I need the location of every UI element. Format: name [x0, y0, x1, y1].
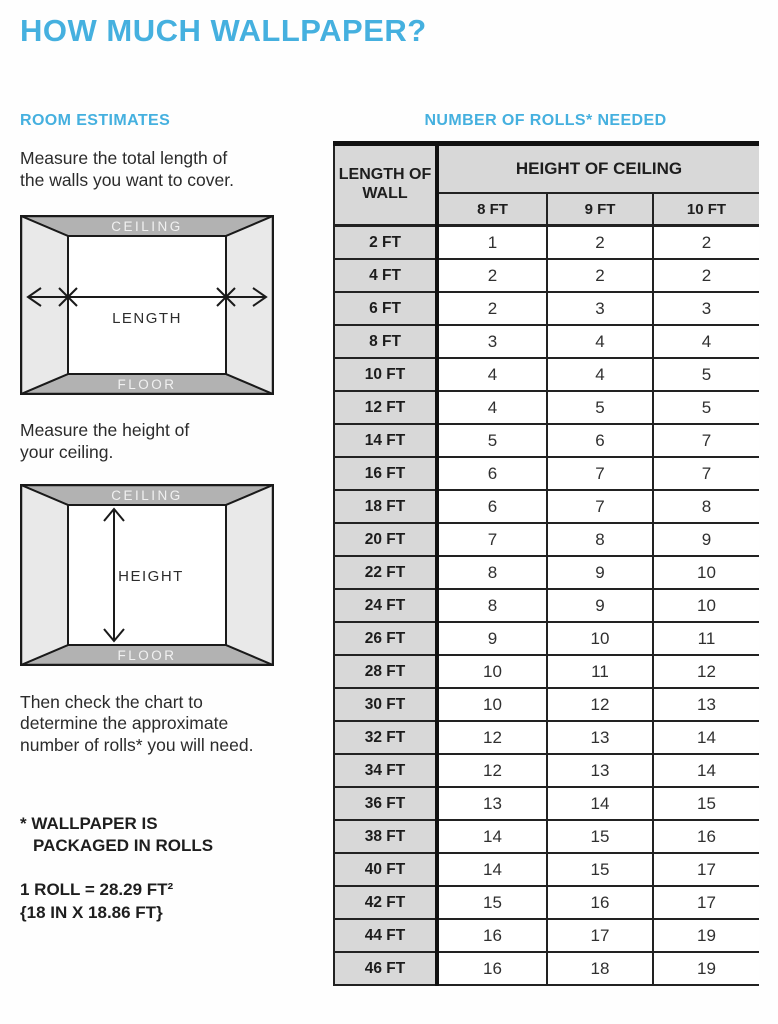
rolls-table [333, 141, 759, 986]
room-height-diagram [20, 484, 274, 666]
height-label: HEIGHT [118, 567, 184, 585]
rolls-count-cell: 8 [437, 556, 547, 589]
ceiling-label: CEILING [111, 487, 183, 503]
rolls-needed-heading: NUMBER OF ROLLS* NEEDED [424, 112, 667, 129]
room-estimates-heading: ROOM ESTIMATES [20, 112, 171, 129]
col-header-10ft: 10 FT [653, 193, 759, 226]
table-row [334, 424, 759, 457]
table-row [334, 655, 759, 688]
floor-label: FLOOR [117, 647, 177, 663]
rolls-count-cell: 2 [653, 259, 759, 292]
table-row [334, 886, 759, 919]
rolls-count-cell: 14 [653, 721, 759, 754]
wall-length-cell: 12 FT [334, 391, 437, 424]
rolls-count-cell: 18 [547, 952, 653, 985]
wall-length-cell: 46 FT [334, 952, 437, 985]
rolls-count-cell: 3 [547, 292, 653, 325]
wall-length-cell: 38 FT [334, 820, 437, 853]
rolls-count-cell: 3 [653, 292, 759, 325]
rolls-count-cell: 8 [547, 523, 653, 556]
rolls-count-cell: 13 [547, 754, 653, 787]
rolls-count-cell: 16 [547, 886, 653, 919]
rolls-count-cell: 10 [437, 688, 547, 721]
rolls-count-cell: 6 [437, 457, 547, 490]
rolls-count-cell: 10 [653, 589, 759, 622]
rolls-count-cell: 14 [437, 853, 547, 886]
table-row [334, 919, 759, 952]
table-row [334, 754, 759, 787]
rolls-count-cell: 4 [653, 325, 759, 358]
table-row [334, 787, 759, 820]
wall-length-cell: 24 FT [334, 589, 437, 622]
rolls-count-cell: 16 [437, 952, 547, 985]
rolls-count-cell: 2 [653, 226, 759, 260]
rolls-count-cell: 13 [547, 721, 653, 754]
table-row [334, 391, 759, 424]
rolls-count-cell: 15 [653, 787, 759, 820]
rolls-count-cell: 7 [437, 523, 547, 556]
rolls-count-cell: 2 [437, 259, 547, 292]
table-row [334, 292, 759, 325]
length-label: LENGTH [112, 310, 182, 328]
table-row [334, 226, 759, 260]
wall-length-cell: 18 FT [334, 490, 437, 523]
rolls-count-cell: 6 [437, 490, 547, 523]
rolls-count-cell: 4 [547, 325, 653, 358]
wall-length-cell: 14 FT [334, 424, 437, 457]
rolls-count-cell: 9 [547, 556, 653, 589]
rolls-count-cell: 4 [547, 358, 653, 391]
rolls-count-cell: 5 [437, 424, 547, 457]
table-row [334, 325, 759, 358]
rolls-count-cell: 7 [547, 457, 653, 490]
rolls-count-cell: 10 [437, 655, 547, 688]
roll-size-info: 1 ROLL = 28.29 FT² {18 IN X 18.86 FT} [20, 880, 174, 922]
rolls-count-cell: 9 [437, 622, 547, 655]
room-estimates-section [0, 112, 313, 986]
instruction-measure-length: Measure the total length of the walls you want to cover. [20, 148, 234, 190]
table-row [334, 259, 759, 292]
rolls-count-cell: 2 [547, 226, 653, 260]
rolls-count-cell: 4 [437, 391, 547, 424]
table-row [334, 556, 759, 589]
wall-length-cell: 30 FT [334, 688, 437, 721]
rolls-count-cell: 7 [653, 424, 759, 457]
rolls-count-cell: 3 [437, 325, 547, 358]
wall-length-cell: 10 FT [334, 358, 437, 391]
rolls-count-cell: 8 [437, 589, 547, 622]
table-row [334, 490, 759, 523]
rolls-count-cell: 15 [437, 886, 547, 919]
rolls-table-body [334, 226, 759, 986]
wall-length-cell: 32 FT [334, 721, 437, 754]
rolls-count-cell: 10 [653, 556, 759, 589]
rolls-count-cell: 12 [437, 721, 547, 754]
rolls-count-cell: 2 [547, 259, 653, 292]
rolls-count-cell: 6 [547, 424, 653, 457]
table-row [334, 853, 759, 886]
rolls-count-cell: 9 [547, 589, 653, 622]
wall-length-cell: 6 FT [334, 292, 437, 325]
table-row [334, 457, 759, 490]
rolls-count-cell: 17 [653, 886, 759, 919]
rolls-count-cell: 4 [437, 358, 547, 391]
wall-length-cell: 40 FT [334, 853, 437, 886]
rolls-count-cell: 2 [437, 292, 547, 325]
rolls-count-cell: 19 [653, 919, 759, 952]
rolls-count-cell: 1 [437, 226, 547, 260]
rolls-count-cell: 12 [653, 655, 759, 688]
col-header-9ft: 9 FT [547, 193, 653, 226]
rolls-count-cell: 11 [653, 622, 759, 655]
rolls-count-cell: 9 [653, 523, 759, 556]
rolls-count-cell: 17 [653, 853, 759, 886]
rolls-count-cell: 12 [437, 754, 547, 787]
table-row [334, 622, 759, 655]
table-header-row [334, 144, 759, 194]
rolls-count-cell: 5 [547, 391, 653, 424]
wall-length-cell: 44 FT [334, 919, 437, 952]
rolls-count-cell: 8 [653, 490, 759, 523]
wall-length-cell: 20 FT [334, 523, 437, 556]
instruction-measure-height: Measure the height of your ceiling. [20, 420, 190, 463]
rolls-count-cell: 14 [653, 754, 759, 787]
table-row [334, 523, 759, 556]
table-row [334, 820, 759, 853]
wall-length-cell: 28 FT [334, 655, 437, 688]
wall-length-cell: 34 FT [334, 754, 437, 787]
rolls-count-cell: 12 [547, 688, 653, 721]
rolls-count-cell: 11 [547, 655, 653, 688]
wall-length-cell: 26 FT [334, 622, 437, 655]
rolls-count-cell: 14 [547, 787, 653, 820]
wall-length-cell: 8 FT [334, 325, 437, 358]
ceiling-label: CEILING [111, 219, 183, 235]
rolls-count-cell: 16 [653, 820, 759, 853]
rolls-count-cell: 16 [437, 919, 547, 952]
col-header-8ft: 8 FT [437, 193, 547, 226]
wall-length-cell: 2 FT [334, 226, 437, 260]
rolls-count-cell: 7 [653, 457, 759, 490]
wallpaper-rolls-footnote: * WALLPAPER IS PACKAGED IN ROLLS [20, 813, 214, 855]
room-length-diagram [20, 215, 274, 395]
rolls-count-cell: 13 [437, 787, 547, 820]
rolls-count-cell: 5 [653, 391, 759, 424]
rolls-count-cell: 15 [547, 820, 653, 853]
table-row [334, 721, 759, 754]
wall-length-cell: 22 FT [334, 556, 437, 589]
wall-length-cell: 16 FT [334, 457, 437, 490]
table-row [334, 358, 759, 391]
rolls-count-cell: 5 [653, 358, 759, 391]
rolls-needed-section [333, 112, 758, 986]
table-row [334, 688, 759, 721]
wall-length-cell: 36 FT [334, 787, 437, 820]
instruction-check-chart: Then check the chart to determine the approximate number of rolls* you will need. [20, 691, 254, 756]
rolls-count-cell: 10 [547, 622, 653, 655]
wall-length-cell: 4 FT [334, 259, 437, 292]
table-row [334, 589, 759, 622]
height-of-ceiling-header: HEIGHT OF CEILING [437, 144, 759, 194]
length-of-wall-header: LENGTH OF WALL [334, 144, 437, 226]
rolls-count-cell: 17 [547, 919, 653, 952]
content-columns [0, 112, 778, 986]
floor-label: FLOOR [117, 377, 177, 393]
rolls-count-cell: 7 [547, 490, 653, 523]
rolls-count-cell: 14 [437, 820, 547, 853]
rolls-count-cell: 15 [547, 853, 653, 886]
page-title: HOW MUCH WALLPAPER? [20, 13, 427, 48]
table-row [334, 952, 759, 985]
rolls-count-cell: 19 [653, 952, 759, 985]
wall-length-cell: 42 FT [334, 886, 437, 919]
rolls-count-cell: 13 [653, 688, 759, 721]
